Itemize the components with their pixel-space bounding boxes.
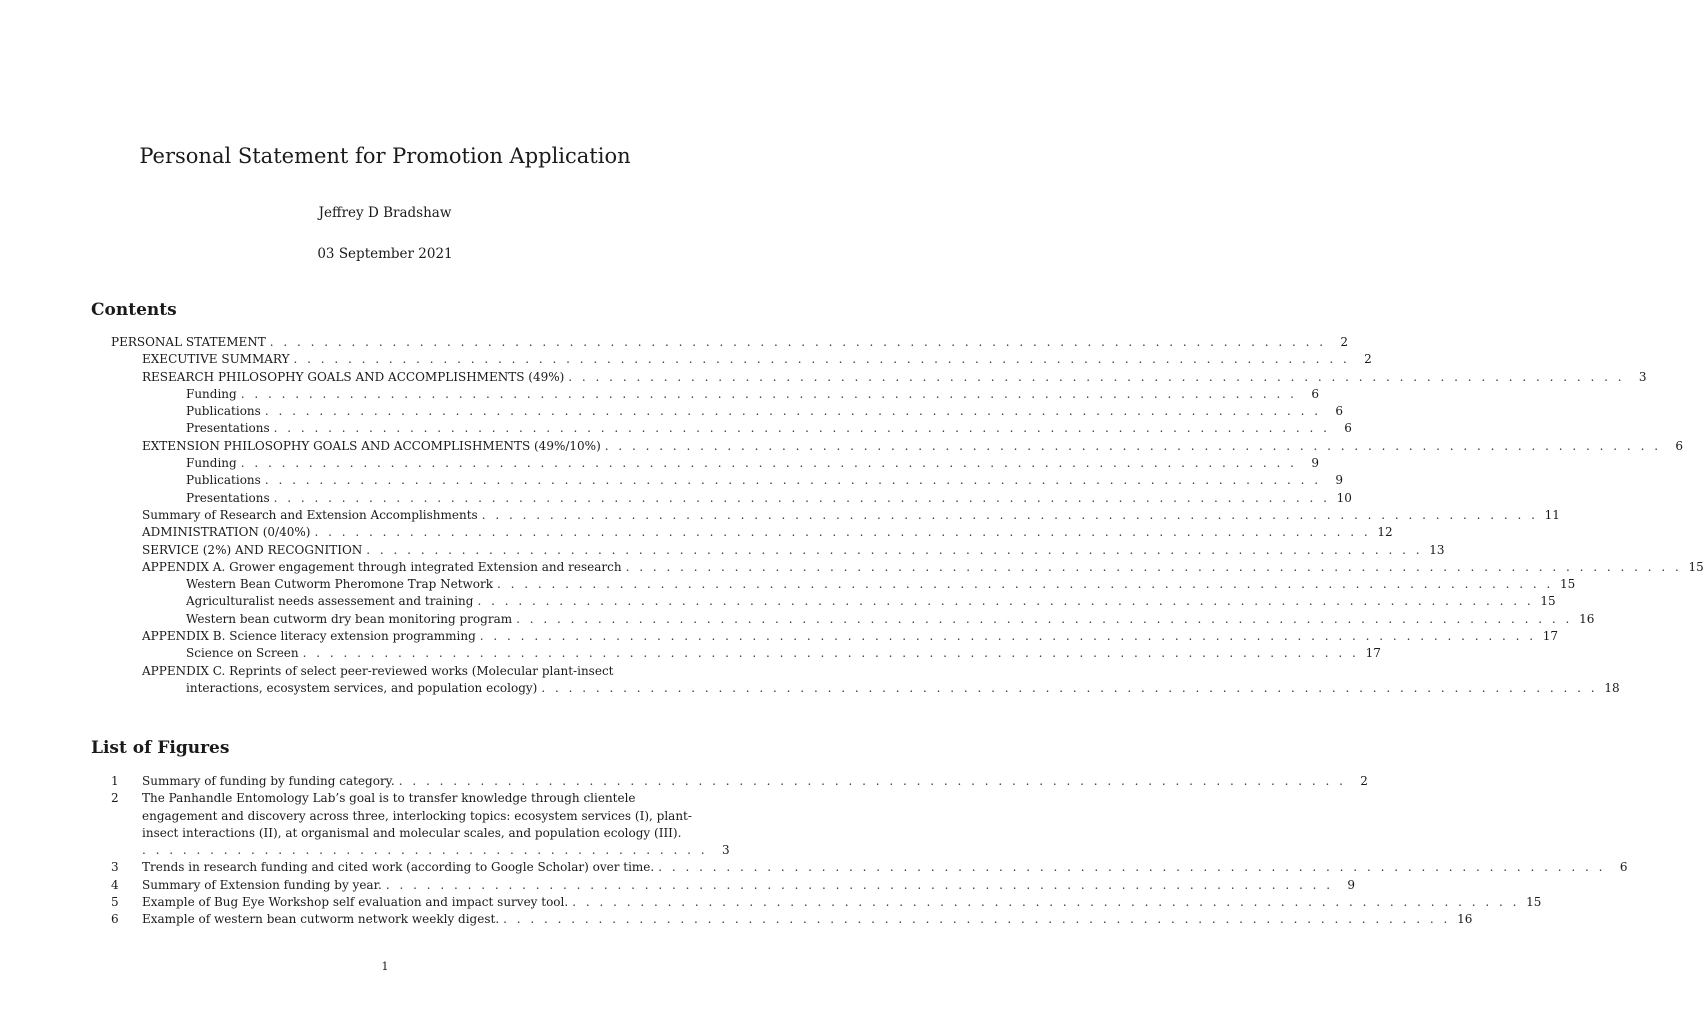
figure-caption: Example of western bean cutworm network weekly digest. [142, 912, 500, 927]
toc-entry-page: 6 [1335, 404, 1344, 419]
dot-leader [274, 420, 1330, 437]
toc-entry-page: 12 [1377, 525, 1393, 540]
figure-entry[interactable] [111, 894, 1542, 911]
figure-number: 1 [111, 774, 119, 788]
toc-entry-page: 2 [1364, 352, 1372, 367]
toc-entry-page: 6 [1344, 421, 1352, 436]
figure-caption: Trends in research funding and cited work (according to Google Scholar) over time. [142, 860, 655, 875]
toc-entry-continuation[interactable] [111, 680, 1620, 697]
toc-entry-title: Agriculturalist needs assessement and training [186, 594, 474, 609]
toc-entry-title: ADMINISTRATION (0/40%) [142, 525, 311, 540]
figure-entry[interactable] [111, 911, 1473, 928]
toc-entry-page: 3 [1638, 369, 1647, 384]
dot-leader [477, 593, 1533, 610]
toc-entry-title: EXTENSION PHILOSOPHY GOALS AND ACCOMPLISHMENTS (49%/10%) [142, 438, 601, 453]
table-of-contents [111, 334, 1704, 697]
contents-heading: Contents [91, 300, 177, 320]
dot-leader [399, 773, 1346, 790]
toc-entry[interactable] [111, 593, 1556, 610]
toc-entry-title: Presentations [186, 421, 270, 436]
dot-leader [497, 576, 1553, 593]
toc-entry-page: 17 [1542, 629, 1559, 644]
toc-entry[interactable] [111, 628, 1559, 645]
toc-entry-title: Publications [186, 473, 261, 488]
figure-page: 16 [1457, 912, 1473, 927]
dot-leader [241, 455, 1297, 472]
toc-entry[interactable] [111, 351, 1372, 368]
toc-entry-page: 6 [1675, 438, 1684, 453]
toc-entry-title: Publications [186, 404, 261, 419]
toc-entry[interactable] [111, 490, 1352, 507]
dot-leader [303, 645, 1359, 662]
author-name: Jeffrey D Bradshaw [318, 205, 452, 221]
toc-entry[interactable] [111, 472, 1344, 489]
toc-entry-page: 10 [1336, 490, 1352, 505]
toc-entry-page: 15 [1540, 594, 1556, 609]
toc-entry-title: APPENDIX A. Grower engagement through integrated Extension and research [142, 559, 622, 574]
dot-leader [241, 386, 1297, 403]
toc-entry-page: 13 [1429, 542, 1445, 557]
dot-leader [386, 877, 1333, 894]
dot-leader [270, 334, 1326, 351]
toc-entry-title: Funding [186, 386, 237, 401]
toc-entry-title: Western bean cutworm dry bean monitoring program [186, 611, 513, 626]
figure-number: 3 [111, 860, 119, 875]
list-of-figures-heading: List of Figures [91, 738, 230, 758]
figure-entry[interactable] [111, 790, 730, 859]
dot-leader [366, 542, 1422, 559]
dot-leader [314, 524, 1370, 541]
dot-leader: . . . . . . . . . . . . . . . . . . . . . . . . . . . . . . . . . . . . . . . . . . [142, 843, 708, 858]
page-number: 1 [381, 960, 389, 973]
toc-entry[interactable] [111, 542, 1445, 559]
dot-leader [541, 680, 1597, 697]
figure-caption: Summary of funding by funding category. [142, 774, 395, 788]
dot-leader [482, 507, 1538, 524]
dot-leader [294, 351, 1350, 368]
document-title: Personal Statement for Promotion Application [139, 144, 631, 168]
dot-leader [265, 472, 1321, 489]
figure-caption: Summary of Extension funding by year. [142, 877, 382, 892]
dot-leader [568, 369, 1624, 386]
toc-entry-title: PERSONAL STATEMENT [111, 335, 266, 349]
toc-entry[interactable] [111, 524, 1393, 541]
toc-entry-title: interactions, ecosystem services, and population ecology) [186, 680, 538, 695]
dot-leader [626, 559, 1682, 576]
dot-leader [503, 911, 1450, 928]
toc-entry-title: APPENDIX B. Science literacy extension programming [142, 629, 476, 644]
figure-page: 6 [1619, 860, 1628, 875]
dot-leader [516, 611, 1572, 628]
toc-entry-page: 11 [1544, 507, 1560, 522]
toc-entry-page: 16 [1579, 611, 1595, 626]
toc-entry-title: Science on Screen [186, 646, 299, 661]
toc-entry[interactable] [111, 386, 1319, 403]
toc-entry-page: 9 [1335, 473, 1344, 488]
toc-entry-page: 15 [1688, 559, 1704, 574]
toc-entry[interactable] [111, 507, 1560, 524]
figure-page: 15 [1526, 895, 1542, 910]
toc-entry-title: APPENDIX C. Reprints of select peer-reviewed works (Molecular plant-insect [142, 663, 614, 678]
toc-entry[interactable] [111, 663, 681, 680]
figure-entry[interactable] [111, 877, 1356, 894]
toc-entry[interactable] [111, 576, 1576, 593]
figure-number: 4 [111, 877, 119, 892]
toc-entry[interactable] [111, 403, 1344, 420]
document-date: 03 September 2021 [317, 246, 453, 262]
toc-entry-title: Western Bean Cutworm Pheromone Trap Network [186, 577, 494, 592]
toc-entry-page: 17 [1365, 646, 1381, 661]
dot-leader [265, 403, 1321, 420]
toc-entry[interactable] [111, 455, 1319, 472]
toc-entry-title: Summary of Research and Extension Accomplishments [142, 507, 478, 522]
figure-page: 2 [1360, 774, 1368, 788]
toc-entry[interactable] [111, 438, 1684, 455]
toc-entry[interactable] [111, 334, 1349, 351]
dot-leader [480, 628, 1536, 645]
toc-entry[interactable] [111, 559, 1704, 576]
figure-page: 9 [1347, 877, 1356, 892]
toc-entry[interactable] [111, 369, 1647, 386]
figure-caption: Example of Bug Eye Workshop self evaluation and impact survey tool. [142, 895, 569, 910]
dot-leader [274, 490, 1330, 507]
toc-entry-page: 2 [1340, 335, 1349, 349]
toc-entry-page: 9 [1311, 456, 1319, 471]
toc-entry-title: Presentations [186, 490, 270, 505]
toc-entry-title: SERVICE (2%) AND RECOGNITION [142, 542, 363, 557]
figure-entry[interactable] [111, 859, 1628, 876]
dot-leader [572, 894, 1519, 911]
toc-entry[interactable] [111, 420, 1352, 437]
figure-number: 6 [111, 912, 119, 927]
figure-number: 2 [111, 791, 119, 806]
dot-leader [605, 438, 1661, 455]
figure-caption: The Panhandle Entomology Lab’s goal is to transfer knowledge through clientele engagement and discovery across three, interlocking topics: ecosystem services (I), plant-insect interactions (II), at organismal and molecular scales, and population ecology (III). [142, 791, 692, 840]
figure-number: 5 [111, 895, 119, 910]
list-of-figures [111, 773, 1628, 929]
toc-entry-page: 6 [1311, 386, 1319, 401]
toc-entry-title: EXECUTIVE SUMMARY [142, 352, 290, 367]
toc-entry-title: Funding [186, 456, 237, 471]
toc-entry[interactable] [111, 611, 1595, 628]
toc-entry-page: 15 [1560, 577, 1576, 592]
toc-entry-page: 18 [1604, 680, 1620, 695]
figure-page: 3 [721, 843, 730, 858]
figure-entry[interactable] [111, 773, 1368, 790]
toc-entry-title: RESEARCH PHILOSOPHY GOALS AND ACCOMPLISHMENTS (49%) [142, 369, 565, 384]
dot-leader [658, 859, 1605, 876]
toc-entry[interactable] [111, 645, 1381, 662]
